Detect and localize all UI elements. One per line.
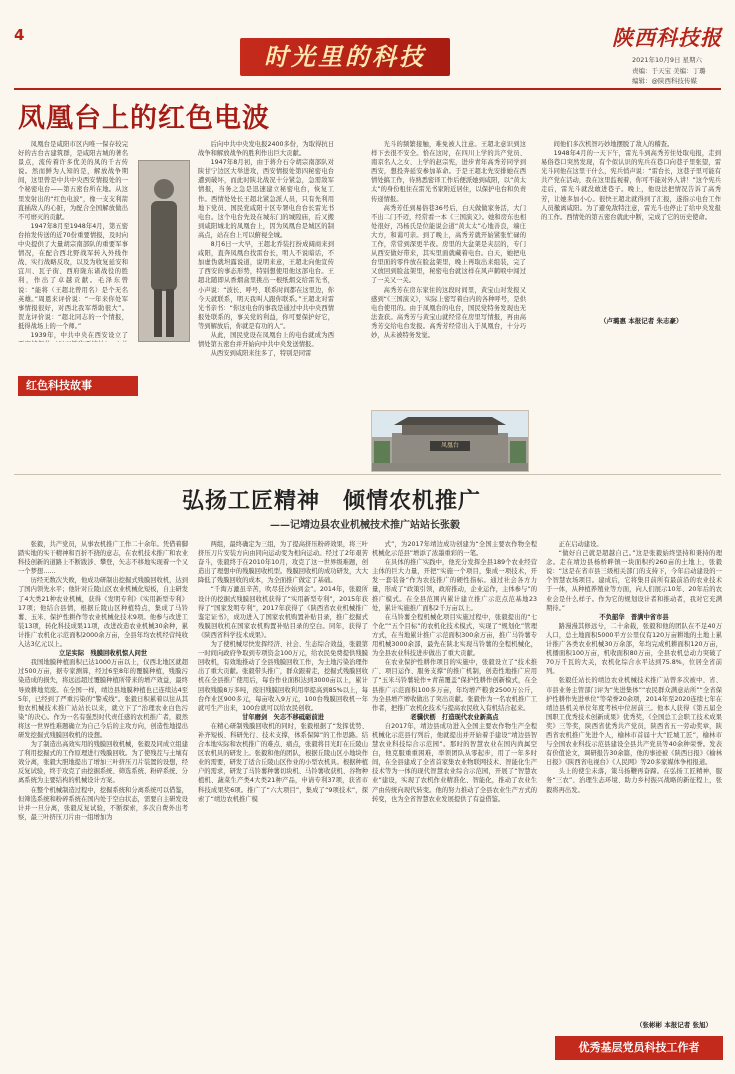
article1-paragraph: 从此，国民党设在凤凰台上的电台就成为西情处第五密台并开始向中共中央发送情报。 [198,331,334,349]
section-title: 时光里的科技 [264,43,426,71]
article1-paragraph: 1948年4月的一天下午，雷光斗到高秀芳住处取电报，走到易俗巷口突然发现，有个似认识的宪兵在巷口向巷子里张望，雷光斗同他在这里干什么，宪兵悄声说：“雷台长，这巷子里可能有共产党在活动，我在这里监视着，你可不能对外人讲！”这个宪兵走后，雷光斗就没敢进巷子。晚上，他设法把情况告诉了高秀芳，让她多加小心。很快王超北就得到了汇报，遂指示电台工作人员撤离咸阳。为了避免敌特注意，雷光斗也停止了给中央发报的工作。西情处的第五密台就此中断，完成了它的历史使命。 [541,150,721,221]
article2-paragraph: “千淘万漉虽辛苦，吹尽狂沙始到金”。2014年，张毅所设计的挖掘式残膜回收机获得了“实用新型专利”，2015年获得了“国家发明专利”，2017年获得了《陕西省农业机械推广鉴定证书》，成功进入了国家农机购置补贴目录，推广挖掘式残膜回收机在国家农机购置补贴目录的空白。同年，获得了《陕西省科学技术成果》。 [198,586,368,639]
page-number: 4 [14,26,25,44]
article2-column-3 [372,540,537,1050]
email-line: 编辑：@陕西科技传媒 [632,77,697,85]
article2-paragraph: “做好自己就是超越自己。”这是张毅始终坚持和秉持的理念。走在靖边县杨桥畔镇一块面积约260亩的土地上，张毅说：“这是在省市县三级相关部门的支持下，今年启动建设的一个智慧农场项目。建成后，它将集目前所有最前沿的农业技术于一体，从种植养殖业等方面，向人们展示10年、20年后的农业会是什么样子。作为它的规划设计者和推动者，我对它充满期待。” [546,550,722,612]
section-banner [240,38,450,76]
article2-paragraph: 正在启动建设。 [558,541,603,548]
photo-plaque-text: 凤凰台 [440,442,459,449]
divider-rule [14,474,721,475]
article1-byline: （卢璐惠 本报记者 朱志豪） [600,317,683,325]
article2-column-4 [546,540,722,1016]
article1-paragraph: 1947年8月至1948年4月，第五密台拍发传送的近70份重要情报，及时向中央提供了大量胡宗南部队的重要军事情况，在配合西北野战军转入外线作战、实行战略反攻，以及为收复延安和宜川、瓦子街、西府陇东诸战役的胜利，作出了卓越贡献。毛泽东曾说：“能将（王超北曾用名）是个无名英雄。”周恩来评价说：“一年来你处军事情报很好，对西北我军帮助很大”。贺龙评价说：“超北同志的一个情报，抵得战场上的一个师。” [18,222,128,330]
article2-paragraph: 在农业保护性耕作项目的实施中，张毅设立了“技术推广、项目运作、服务支撑”的推广机制，创造性地推广应用了“玉米马铃薯轮作+青苗覆盖”保护性耕作创新模式，在全县推广示范面积100多万亩，年均增产粮食2500万公斤，为全县增产增收做出了突出贡献。张毅作为一名农机推广工作者，把推广农机化技术与提高农民收入有机结合起来。 [372,659,537,712]
article2-subheading: 甘年磨剑 矢志不移砥砺前进 [242,713,324,721]
article2-paragraph: 两组，最终确定为三组，为了提高挤压粉碎效果，将三叶挤压刀片安装方向由同向运动变为相向运动。经过了2年艰苦奋斗，张毅终于在2010年10月，攻克了这一世界级难题，创造出了理想中的残膜回收机型。残膜回收机的成功研发，大大降低了残膜回收的成本，为全面推广做定了基础。 [198,541,368,585]
article2-paragraph: 为了使机械尽快发挥经济、社会、生态综合效益，张毅第一时间向政府争取到专项资金100万元，给农民免费提供残膜回收机，有效地推动了全县残膜回收工作，为土地污染治理作出了重大贡献。张毅带头推广，群众跟着走，挖掘式残膜回收机在全县推广使用后，每台作业面积达到3000亩以上，累计回收残膜8万多吨，废旧残膜回收利用率提高到85%以上，每台作业区900多元，每亩收入9万元，100台残膜回收机一年就可生产出来，100台就可以给农民创收。 [198,641,368,712]
article2-column-2 [198,540,368,1050]
article2-headline: 弘扬工匠精神 倾情农机推广 [182,488,482,514]
article1-paragraph: 1947年8月初，由于蒋介石令胡宗南部队对陕甘宁边区大举进攻，西安情报处第四秘密电台遭到破坏，而此时陕北战况十分紧急，急需敌军情报，当务之急是迅速建立秘密电台，恢复工作。西情处处长王超北紧急派人员，只有先利用地下党员、国民党咸阳十区专署电台台长雷光书电台。这个电台先设在城东门的城隍庙，后又搬到咸阳城北的凤凰台上，因为凤凰台是城区的制高点，站在台上可以俯视全城。 [198,159,334,239]
article2-paragraph: 为了制造出高效实用的残膜回收机械，张毅及同成立组建了利用挖掘式的工作原理进行残膜回收。为了使残茬与土壤有效分离，张毅大胆地提出了增加三叶挤压刀片装置的设想，经反复试验，终于攻克了由挖掘系统、筛选系统、粉碎系统、分离系统为主要结构的机械设计方案。 [18,741,188,785]
article2-paragraph: 在精心研制残膜回收机的同时，张毅根据了“发挥优势、补齐短板、科研先行、技术支撑，体系保障”的工作思路。结合本地实际和农机推广的难点、痛点，张毅将目光盯在丘陵山区农机具的研发上。张毅和他的团队，根据丘陵山区小地块作业的需要，研发了适合丘陵山区作业的小型农机具。根据种植户的需求，研发了马铃薯种薯切块机、马铃薯收获机、谷物种植机、蔬菜生产类4大类21种产品，申请专利37项，获省市科技成果奖6项。推广了“六大项目”，集成了“9项技术”，探索了“靖边农机推广模 [198,722,368,803]
date-line: 2021年10月9日 星期六 [632,56,703,64]
article1-paragraph: 8月6日一大早，王超北乔装打扮成阔商来到咸阳，直奔凤凰台找雷台长，明人不说暗话，不加虚伪就坦露说道，说明来意，王超北向他宣传了西安的事态形势，特别想使用他这部电台。王超北随即从香烟盒里挑出一根纸烟交给雷光书，小声说：“波长、呼号、联系时间都在这里边，你今天就联系，明天我叫人跟你联系。”王超北对雷光书亲书：“你这电台的事我是通过中共中央西情报处联系的，事关党的利益，你可要保护好它，等到解放后，你就是有功的人”。 [198,241,334,330]
paper-name: 陕西科技报 [612,25,722,50]
article2-subtitle: ——记靖边县农业机械技术推广站站长张毅 [270,520,460,531]
article1-column-2 [198,140,334,400]
article2-paragraph: 自2017年，靖边县成功进入全国主要农作物生产全程机械化示范县行列后，他就提出并开始着手建设“靖边县智慧农业科技综合示范园”。那时的智慧农业在国内尚属空白，他克服重重困难，率领团队从零起步，用了一年多时间，在全县建成了全省首家集农业物联网技术、智能化生产技术等为一体的现代智慧农业综合示范园，开展了“智慧农业”建设，实现了农机作业精准化、智能化，推动了农业生产由传统向现代转变。他的努力推动了全县农业生产方式的转变，也为全省智慧农业发展提供了有益借鉴。 [372,722,537,803]
article1-paragraph: 从西安到咸阳来往多了，特别是同雷 [210,350,312,358]
article1-paragraph: 凤凰台是咸阳市区内唯一保存较完好的古台古建筑群，是咸阳古城的著名景点，流传着许多优美的凤的千古传说。然而鲜为人知的是，解放战争期间，这里曾是中共中央西安情报处的一个秘密电台——第五密台所在地。从这里发射出的“红色电波”，像一支支利箭直插敌人的心脏，为配合全国解放做出不可磨灭的贡献。 [18,141,128,221]
article2-paragraph: 我国地膜种植面积已达1000万亩以上，仅西北地区就超过500万亩，据专家测算，经过6至8年的覆膜种植，残膜污染造成的损失，将远远超过覆膜种植所带来的增产效益，最终导致耕地荒废。在全国一样，靖边县地膜种植也已连续达4至5年，已经到了严重污染的“警戒线”。张毅日积累着以往从其他农机械技术推广站站长以来，就立下了“治理农业白色污染”的决心。作为一名有强烈时代责任感的农机推广者，毅然将这一世界性难题确立为自己今后的主攻方向，创造性地提出研发挖掘式残膜回收机的设想。 [18,659,188,739]
article2-subheading: 立足实际 残膜回收机惊人问世 [58,650,148,658]
article2-paragraph: 路漫漫其修远兮，二十余载，张毅和他的团队在不足40万人口，总土地面积5000平方公里仅有120万亩耕地的土地上累计推广各类农业机械30万余部，年均完成机耕面积120万亩，机播面积100万亩，机收面积80万亩，全县农机总动力突破了70万千瓦的大关，农机化综合水平达到75.8%，位居全省前列。 [546,622,722,676]
article1-column-4 [541,140,721,315]
article1-photo [371,410,529,472]
article1-column-tag-text: 红色科技故事 [26,379,92,392]
article1-paragraph: 后向中共中央发电报2400多份，为取得抗日战争和解放战争的胜利作出巨大贡献。 [198,141,334,158]
article2-paragraph: 式”，为2017年靖边成功创建为“全国主要农作物全程机械化示范县”增添了浓墨重彩的一笔。 [372,541,537,558]
article2-paragraph: 在马铃薯全程机械化项目实施过程中，张毅提出的“七个化”“五个目标”的农机化技术模式，实现了“规划化”管理方式，在当地累计推广示范面积300余万亩，推广马铃薯专用机械3000余部，最先在陕北实现马铃薯的全程机械化，为全县农业科技进步做出了重大贡献。 [372,613,537,658]
article2-subheading: 不负韶华 普满中省市县 [599,613,669,621]
top-rule [14,88,721,90]
article2-byline: （张彬彬 本报记者 张旭） [636,1021,713,1029]
article1-column-3 [371,140,526,406]
article1-paragraph: 间他们多次机智巧妙地摆脱了敌人的稽查。 [553,141,674,148]
article2-subheading: 老骥伏枥 打造现代农业新高点 [410,713,499,721]
article1-headline: 凤凰台上的红色电波 [18,103,270,134]
article1-paragraph: 1939年，中共中央在西安设立了 [30,331,128,339]
article2-column-tag-text: 优秀基层党员科技工作者 [578,1041,700,1054]
article1-column-tag [18,376,138,396]
article2-paragraph: 在具体的推广实践中，他充分发挥全县189个农业经营主体的巨大力量，开把“实施一个项目，集成一项技术，开发一套装备”作为农技推广的硬性指标。通过社会各方力量，形成了“政策引领，政府推动，企业运作，主体参与”的推广模式。在全县范围内累计建立推广示范点范基地23处，累计实施推广面积2千万亩以上。 [372,559,537,612]
article2-paragraph: 历经无数次失败，他成功研制出挖掘式残膜回收机，达到了国内领先水平；他针对丘陵山区农业机械化短板，自主研发了4大类21种农业机械，获得《发明专利》《实用新型专利》17项；他结合县情，根据丘陵山区种植特点，集成了马铃薯、玉米、保护性耕作等农业机械化技术9项。他参与改进工装13项，转化科技成果11项，改进改造农业机械30余种，累计推广农机化示范面积2000余万亩，全县年均农机经营纯收入达3亿元以上。 [18,577,188,649]
article1-paragraph: 光斗的频繁接触，难免被人注意。王超北意识到这样下去很不安全。恰在这时，在四川上学的共产党员、南京名人之女、上学的赵宗宪，进步青年高秀芳同学到西安，想投奔延安参加革命。于是王超北先安排她在西情处搞工作，待熟悉密译工作后便派她到咸阳，以“黄太太”的身份租住在雷光书家附近居住，以保护电台和负责传递情报。 [371,141,526,203]
article1-paragraph: 高秀芳任到易俗巷36号后，白天做做家务活，大门不出二门不迈，经常看一本《三国演义》。她和房东也相处很好，冯杨氏是位能说会道“黄太太”心地善良，端庄大方，和蔼可亲。到了晚上，高秀芳就开始紧张忙碌的工作，常常到深更半夜。房里的大盆架是夹层的，专门从西安做好带来，其实里面就藏着电台。白天，她把电台里面的零件放在脸盆架里，晚上再取出来组装，完了又放回到脸盆架里，秘密电台就这样在风声鹤唳中闯过了一关又一关。 [371,204,526,285]
article1-column-1 [18,140,128,342]
article2-paragraph: 头上的使尘未落，策马扬鞭再奋蹄。在弘扬工匠精神，服务“三农”、治理生态环境、助力乡村振兴战略的新征程上，张毅将再出发。 [546,768,722,794]
article1-paragraph: 高秀芳在房东家住的这段时间里，黄宝山对发报又感到“《三国演义》，实际上密写着白内的各种呼号，是供电台使用的。由于凤凰台的电台，国民党特务发现也无法查获。高秀芳与黄宝山就经常在房里写情报，再由高秀芳交给电台发报。高秀芳经常出入于凤凰台，十分巧妙，从未被特务发觉。 [371,286,526,339]
article2-paragraph: 张毅，共产党员，从事农机推广工作二十余年。凭借着脚踏实地的实干精神和百折不挠的意志，在农机技术推广和农业科技创新的道路上不断跋涉、攀登，矢志不移地实现着一个又一个梦想…… [18,541,188,576]
article2-column-tag [555,1036,723,1060]
editor-line: 责编：于天宝 美编：丁璐 [632,67,706,75]
article2-paragraph: 张毅任站长的靖边农业机械技术推广站曾多次被中、省、市县业务主管部门评为“先进集体”“农民群众满意站所”“全省保护性耕作先进单位”等荣誉20余项，2014年至2020连续七年在靖边县机关单位年度考核中位居前三。他本人获得《第五届全国职工优秀技术创新成果》优秀奖，《全国总工会职工技术成果奖》三等奖，陕西省优秀共产党员，陕西省五一劳动奖章，陕西省农机推广先进个人，榆林市首届十大“匠城工匠”，榆林市与全国农业科技示范县建设全县共产党员等40余种荣誉。发表有价值论文，调研报告30余篇，他的事迹被《陕西日报》《榆林日报》《陕西省电视台》《人民网》等20多家媒体争相报道。 [546,677,722,767]
portrait-figure-icon [139,161,189,341]
portrait-photo [138,160,190,342]
article2-paragraph: 在整个机械制造过程中，挖掘系统和分离系统可以借鉴，但筛选系统和粉碎系统在国内处于空白状态，需要自主研发设计并一旦分离，张毅反复试验，不断探索，多次自费外出考察，最三叶挤压刀片由一组增加为 [18,786,188,821]
article2-column-1 [18,540,188,1050]
